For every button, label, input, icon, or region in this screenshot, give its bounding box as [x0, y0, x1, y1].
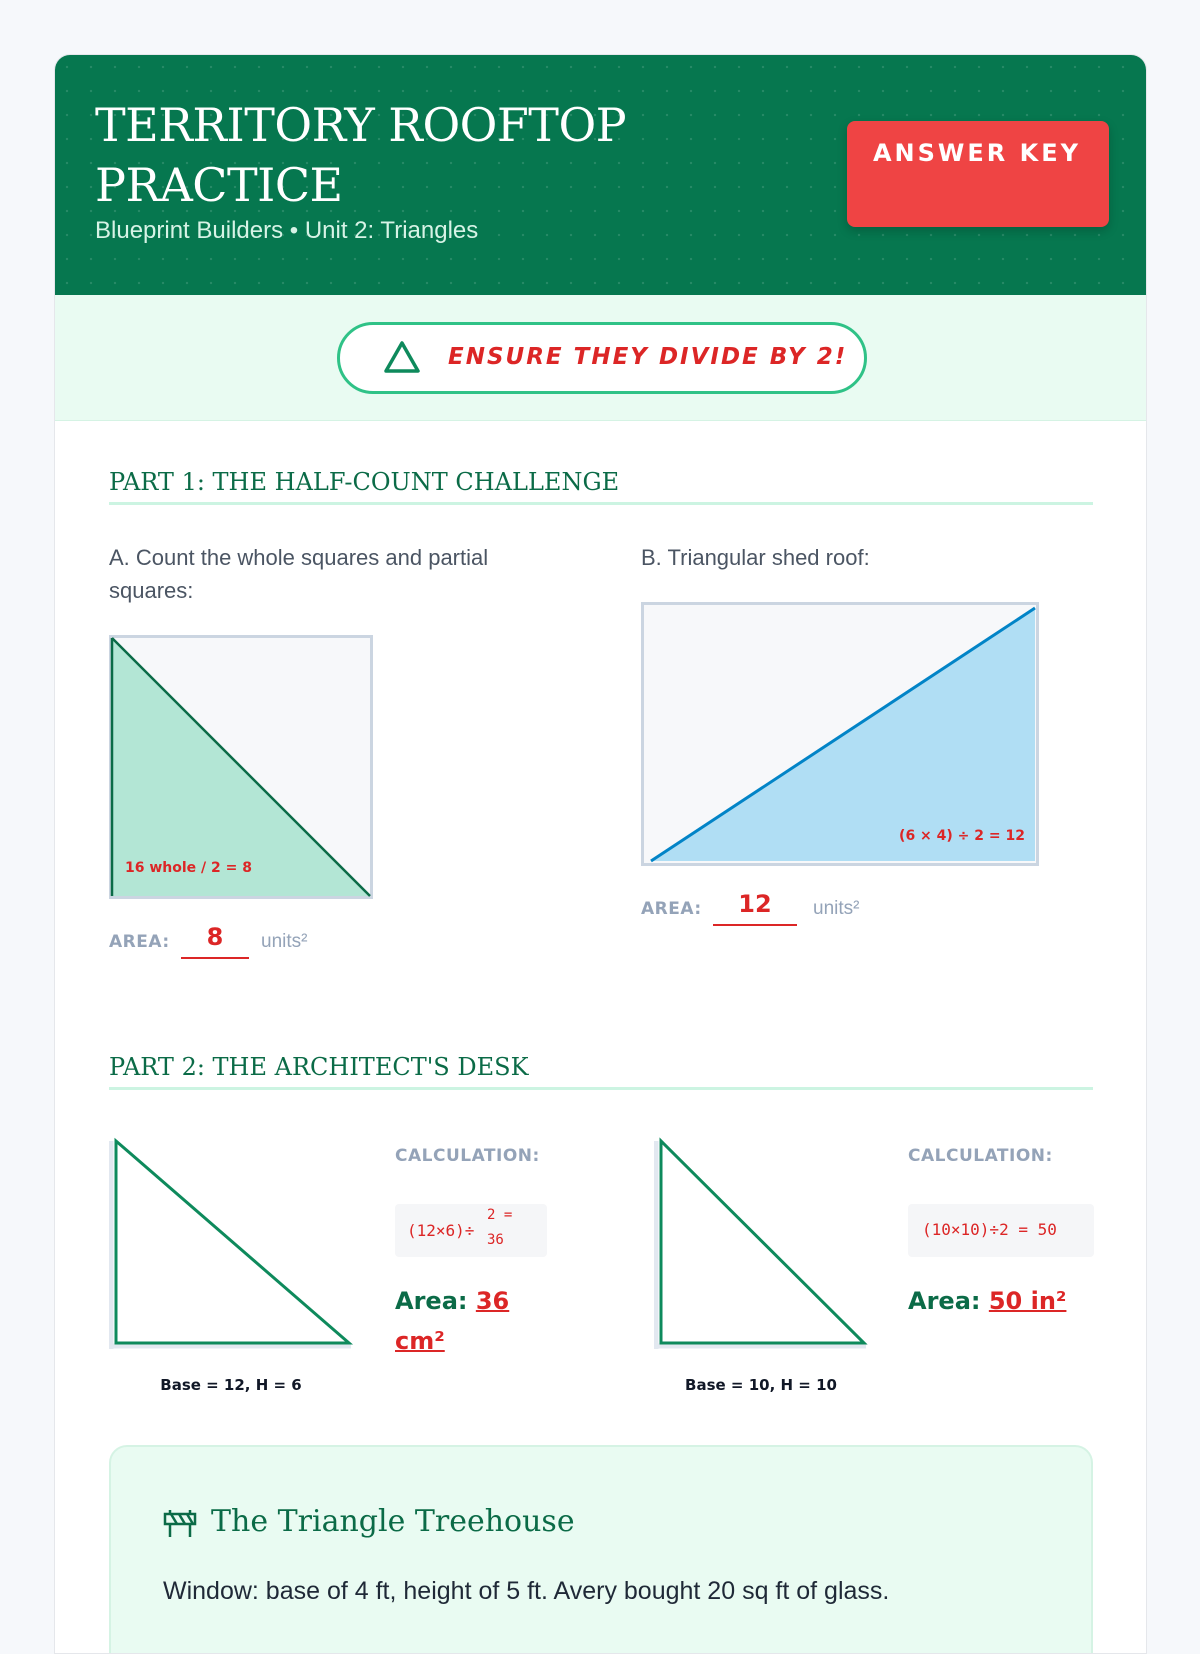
- area-b-unit: units²: [813, 898, 860, 919]
- worksheet-header: [55, 55, 1147, 295]
- reminder-text: ENSURE THEY DIVIDE BY 2!: [448, 344, 848, 370]
- calc-1-bottom: 36: [487, 1232, 504, 1248]
- calc-2-expression: (10×10)÷2 = 50: [922, 1220, 1057, 1239]
- calc-1-box: [395, 1204, 547, 1257]
- treehouse-text: Window: base of 4 ft, height of 5 ft. Avery bought 20 sq ft of glass.: [163, 1577, 890, 1605]
- triangle-2-figure: [654, 1137, 868, 1351]
- triangle-1-shape: [116, 1141, 349, 1343]
- shed-roof-figure: [641, 602, 1039, 866]
- area-2-result: [908, 1281, 1066, 1321]
- calc-2-box: [908, 1204, 1094, 1257]
- area-a-answer: 8: [181, 923, 249, 959]
- part1-title: PART 1: THE HALF-COUNT CHALLENGE: [109, 468, 1093, 505]
- area-b-label: AREA:: [641, 899, 702, 919]
- triangle-1-figure: [109, 1137, 353, 1351]
- part1-prompt-a: A. Count the whole squares and partial squares:: [109, 545, 489, 603]
- grid-triangle-figure: [109, 635, 373, 899]
- area-1-label: Area:: [395, 1287, 468, 1315]
- part2-title: PART 2: THE ARCHITECT'S DESK: [109, 1053, 1093, 1090]
- roadblock-icon: [163, 1509, 197, 1539]
- calc-1-top: 2 =: [487, 1207, 513, 1223]
- calc-2-label: CALCULATION:: [908, 1146, 1053, 1166]
- roof-annotation: (6 × 4) ÷ 2 = 12: [899, 828, 1025, 844]
- worksheet-card: [54, 54, 1147, 1654]
- calc-1-main: (12×6)÷: [407, 1221, 475, 1240]
- calc-1-label: CALCULATION:: [395, 1146, 540, 1166]
- answer-key-badge: ANSWER KEY: [847, 121, 1109, 227]
- area-2-label: Area:: [908, 1287, 981, 1315]
- grid-annotation: 16 whole / 2 = 8: [125, 860, 252, 876]
- part1-prompt-b: B. Triangular shed roof:: [641, 545, 870, 570]
- worksheet-subtitle: Blueprint Builders • Unit 2: Triangles: [95, 217, 479, 244]
- area-1-result: [395, 1281, 509, 1361]
- triangle-2-shape: [661, 1141, 864, 1343]
- treehouse-problem: [109, 1445, 1093, 1654]
- reminder-banner: [55, 295, 1147, 421]
- area-1-answer-unit: cm²: [395, 1327, 445, 1355]
- area-a-label: AREA:: [109, 932, 170, 952]
- area-a-unit: units²: [261, 931, 308, 952]
- reminder-pill: [337, 322, 867, 394]
- warning-triangle-icon: [382, 339, 422, 375]
- area-1-answer-value: 36: [475, 1287, 510, 1315]
- triangle-2-dimensions: Base = 10, H = 10: [685, 1376, 837, 1394]
- triangle-1-dimensions: Base = 12, H = 6: [160, 1376, 302, 1394]
- treehouse-title: The Triangle Treehouse: [211, 1504, 575, 1539]
- worksheet-title: TERRITORY ROOFTOP PRACTICE: [95, 98, 627, 212]
- area-2-answer: 50 in²: [988, 1287, 1067, 1315]
- area-b-answer: 12: [713, 890, 797, 926]
